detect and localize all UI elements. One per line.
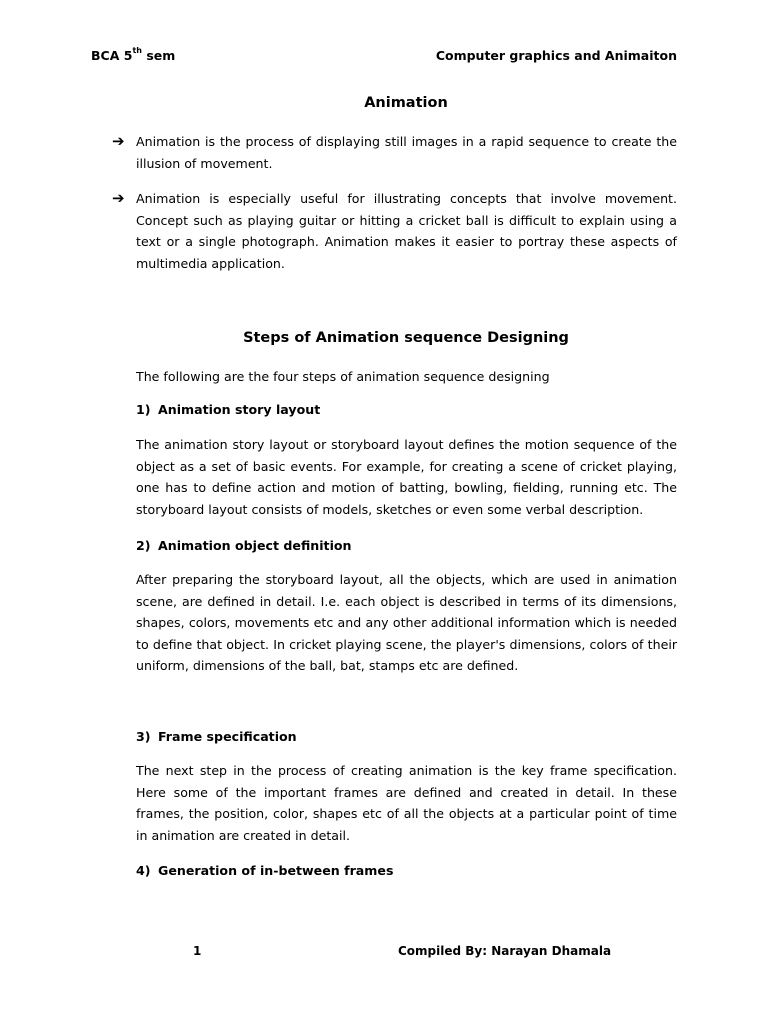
- bullet-paragraph-1: Animation is the process of displaying still images in a rapid sequence to create the illusion of movement.: [136, 134, 677, 171]
- step-body-2: After preparing the storyboard layout, all the objects, which are used in animation scene, are defined in detail. I.e. each object is described in terms of its dimensions, shapes, colors, movements etc and any other additional information which is needed to define that object. In cricket playing scene, the player's dimensions, colors of their uniform, dimensions of the ball, bat, stamps etc are defined.: [136, 572, 677, 674]
- step-body-3: The next step in the process of creating animation is the key frame specification. Here some of the important frames are defined and created in detail. In these frames, the position, color, shapes etc of all the objects at a particular point of time in animation are created in detail.: [136, 763, 677, 843]
- right-arrow-icon: ➔: [112, 132, 125, 150]
- intro-text: The following are the four steps of animation sequence designing: [136, 369, 550, 384]
- page-title: Animation: [364, 95, 448, 111]
- step-heading-1: 1) Animation story layout: [136, 402, 321, 417]
- right-arrow-icon: ➔: [112, 189, 125, 207]
- section-title: Steps of Animation sequence Designing: [243, 330, 569, 346]
- step-heading-3: 3) Frame specification: [136, 729, 297, 744]
- bullet-paragraph-2: Animation is especially useful for illustrating concepts that involve movement. Concept such as playing guitar or hitting a cricket ball is difficult to explain using a text or a single photograph. Animation makes it easier to portray these aspects of multimedia application.: [136, 191, 677, 271]
- header-course: BCA 5th sem: [91, 46, 176, 64]
- header-subject: Computer graphics and Animaiton: [435, 48, 677, 63]
- page-number: 1: [193, 944, 202, 958]
- step-body-1: The animation story layout or storyboard layout defines the motion sequence of the object as a set of basic events. For example, for creating a scene of cricket playing, one has to define action and motion of batting, bowling, fielding, running etc. The storyboard layout consists of models, sketches or even some verbal description.: [136, 437, 677, 517]
- step-heading-2: 2) Animation object definition: [136, 538, 352, 553]
- step-heading-4: 4) Generation of in-between frames: [136, 863, 394, 878]
- footer-author: Compiled By: Narayan Dhamala: [398, 944, 612, 958]
